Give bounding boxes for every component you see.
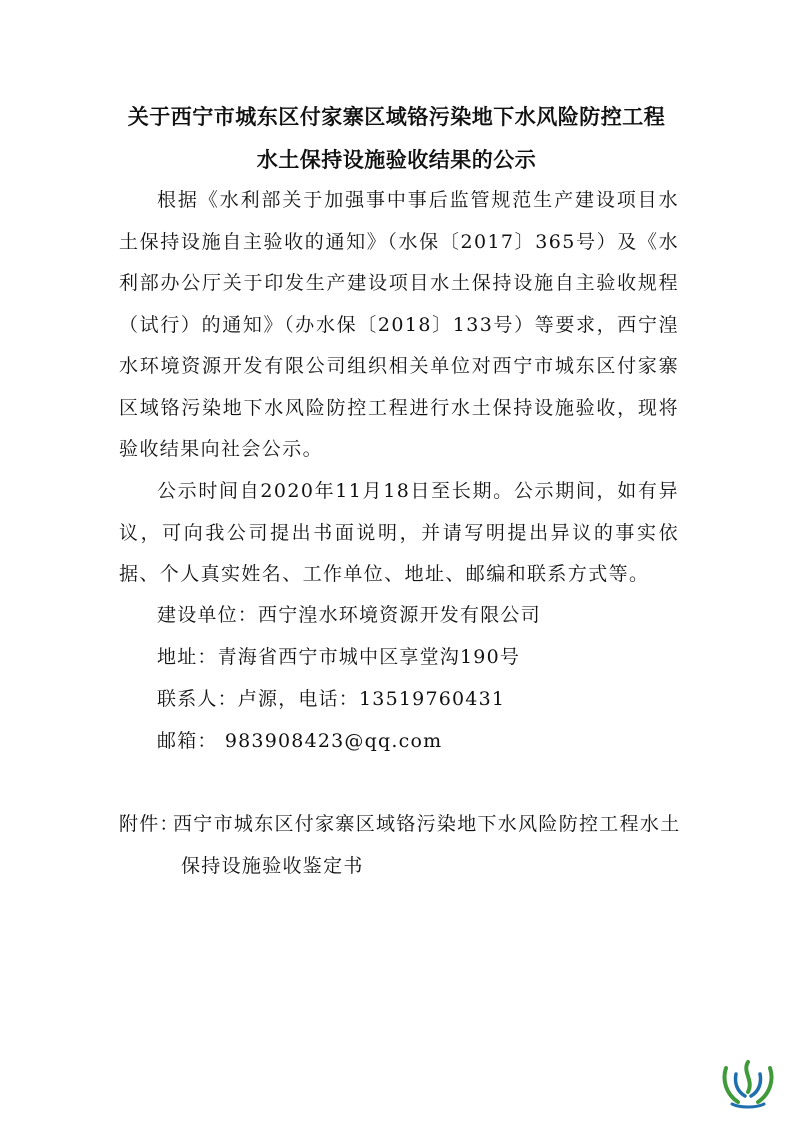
body-paragraph-2: 公示时间自2020年11月18日至长期。公示期间，如有异议，可向我公司提出书面说明，并请写明提出异议的事实依据、个人真实姓名、工作单位、地址、邮编和联系方式等。: [119, 480, 679, 585]
document-title-line-2: 水土保持设施验收结果的公示: [256, 148, 537, 172]
attachment-label: 附件：: [119, 813, 180, 835]
construction-unit-line: 建设单位：西宁湟水环境资源开发有限公司: [157, 604, 541, 626]
email-line: 邮箱： 983908423@qq.com: [157, 730, 443, 752]
attachment-title-line-1: 西宁市城东区付家寨区域铬污染地下水风险防控工程水土: [173, 813, 681, 835]
body-paragraph-1: 根据《水利部关于加强事中事后监管规范生产建设项目水土保持设施自主验收的通知》（水保〔2017〕365号）及《水利部办公厅关于印发生产建设项目水土保持设施自主验收规程（试行）的通知》（办水保〔2018〕133号）等要求，西宁湟水环境资源开发有限公司组织相关单位对西宁市城东区付家寨区域铬污染地下水风险防控工程进行水土保持设施验收，现将验收结果向社会公示。: [119, 189, 679, 460]
contact-person-line: 联系人：卢源，电话：13519760431: [157, 688, 506, 710]
attachment-title-line-2: 保持设施验收鉴定书: [181, 855, 364, 877]
address-line: 地址：青海省西宁市城中区享堂沟190号: [157, 646, 521, 668]
company-logo-icon: [718, 1058, 778, 1110]
document-title-line-1: 关于西宁市城东区付家寨区域铬污染地下水风险防控工程: [127, 105, 666, 129]
